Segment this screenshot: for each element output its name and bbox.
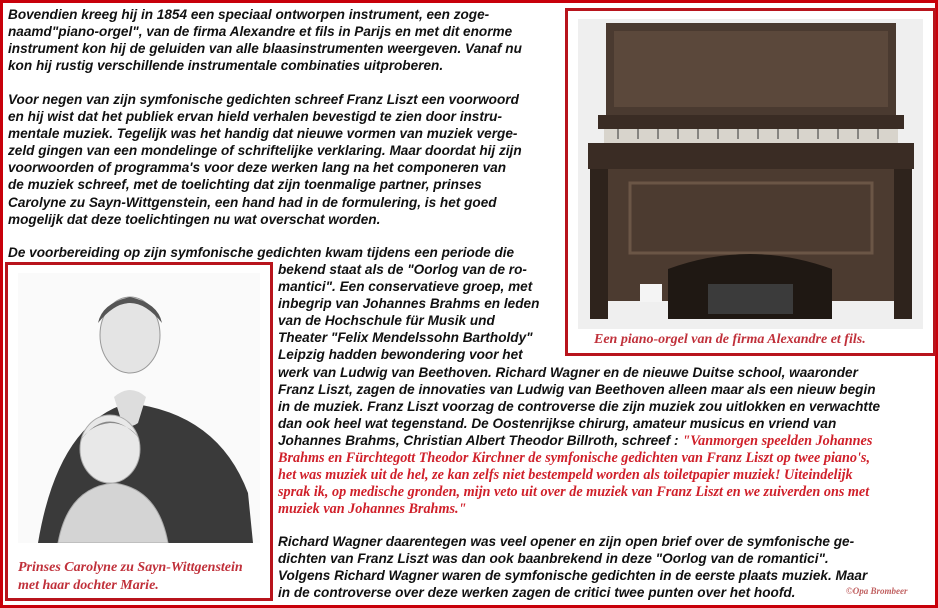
caption-line: met haar dochter Marie. [18, 578, 159, 593]
text-line [278, 432, 880, 450]
text-line: Richard Wagner daarentegen was veel opener en zijn open brief over de symfonische ge- [278, 534, 855, 549]
portrait-figure [5, 262, 273, 601]
text-line: werk van Ludwig van Beethoven. Richard Wagner en de nieuwe Duitse school, waaronder [278, 364, 858, 380]
paragraph-wagner [278, 533, 867, 601]
text-line: inbegrip van Johannes Brahms en leden [278, 296, 540, 312]
text-line: Volgens Richard Wagner waren de symfonische gedichten in de eerste plaats muziek. Maar [278, 568, 868, 584]
text-line: zeld gingen van een mondelinge of schriftelijke verklaring. Maar doordat hij zijn [8, 143, 522, 159]
text-line: kon hij rustig verschillende instrumentale combinaties uitproberen. [8, 58, 444, 74]
text-line: de muziek schreef, met de toelichting dat zijn toenmalige partner, prinses [8, 177, 482, 193]
text-line: instrument kon hij de geluiden van alle blaasinstrumenten weergeven. Vanaf nu [8, 41, 522, 57]
text-line: voorwoorden of programma's voor deze werken lang na het componeren van [8, 160, 506, 176]
text-line: naamd"piano-orgel", van de firma Alexandre et fils in Parijs en met dit enorme [8, 24, 513, 40]
text-line: in de controverse over deze werken zagen de critici twee punten over het hoofd. [278, 585, 796, 601]
text-line: Voor negen van zijn symfonische gedichten schreef Franz Liszt een voorwoord [8, 92, 519, 107]
portrait-carolyne-image [18, 273, 260, 543]
piano-figure [565, 8, 936, 356]
paragraph-oorlog-first-line: De voorbereiding op zijn symfonische gedichten kwam tijdens een periode die [8, 245, 515, 260]
text-line: Theater "Felix Mendelssohn Bartholdy" [278, 330, 533, 346]
portrait-caption [18, 559, 243, 595]
paragraph-piano-orgel [8, 6, 522, 74]
text-line: van de Hochschule für Musik und [278, 313, 495, 329]
text-line: Franz Liszt, zagen de innovaties van Ludwig van Beethoven alleen maar als een nieuw begin [278, 381, 876, 397]
quote-line: Brahms en Fürchtegott Theodor Kirchner de symfonische gedichten van Franz Liszt op twee piano's, [278, 450, 870, 467]
text-line: bekend staat als de "Oorlog van de ro- [278, 262, 527, 277]
text-line: Carolyne zu Sayn-Wittgenstein, een hand had in de formulering, is het goed [8, 194, 497, 210]
text-line: Leipzig hadden bewondering voor het [278, 347, 523, 363]
quote-start: "Vanmorgen speelden Johannes [682, 432, 873, 449]
text-line: dan ook heel wat tegenstand. De Oostenrijkse chirurg, amateur musicus en vriend van [278, 415, 837, 431]
caption-line: Prinses Carolyne zu Sayn-Wittgenstein [18, 560, 243, 575]
text-line: in de muziek. Franz Liszt voorzag de controverse die zijn muziek zou uitlokken en verwachtte [278, 398, 881, 414]
text-line: mantici". Een conservatieve groep, met [278, 279, 533, 295]
text-line: mogelijk dat deze toelichtingen nu wat overschat worden. [8, 211, 381, 227]
text-line: mentale muziek. Tegelijk was het handig dat nieuwe vormen van muziek verge- [8, 126, 518, 142]
piano-caption: Een piano-orgel van de firma Alexandre et fils. [594, 332, 866, 347]
paragraph-voorwoord [8, 91, 522, 228]
text-line: dichten van Franz Liszt was dan ook baanbrekend in deze "Oorlog van de romantici". [278, 551, 829, 567]
text-line: Bovendien kreeg hij in 1854 een speciaal ontworpen instrument, een zoge- [8, 7, 490, 22]
quote-line: sprak ik, op medische gronden, mijn veto uit over de muziek van Franz Liszt en we zuiverden ons met [278, 484, 870, 501]
text-segment: Johannes Brahms, Christian Albert Theodor Billroth, schreef : [278, 432, 683, 448]
piano-orgel-image [578, 19, 923, 329]
quote-line: muziek van Johannes Brahms." [278, 501, 467, 518]
text-line: en hij wist dat het publiek ervan hield verhalen bevestigd te zien door instru- [8, 109, 503, 125]
copyright-watermark: ©Opa Brombeer [846, 586, 908, 596]
quote-line: het was muziek uit de hel, ze kan zelfs niet bestempeld worden als toiletpapier muziek! Uiteindelijk [278, 467, 853, 484]
